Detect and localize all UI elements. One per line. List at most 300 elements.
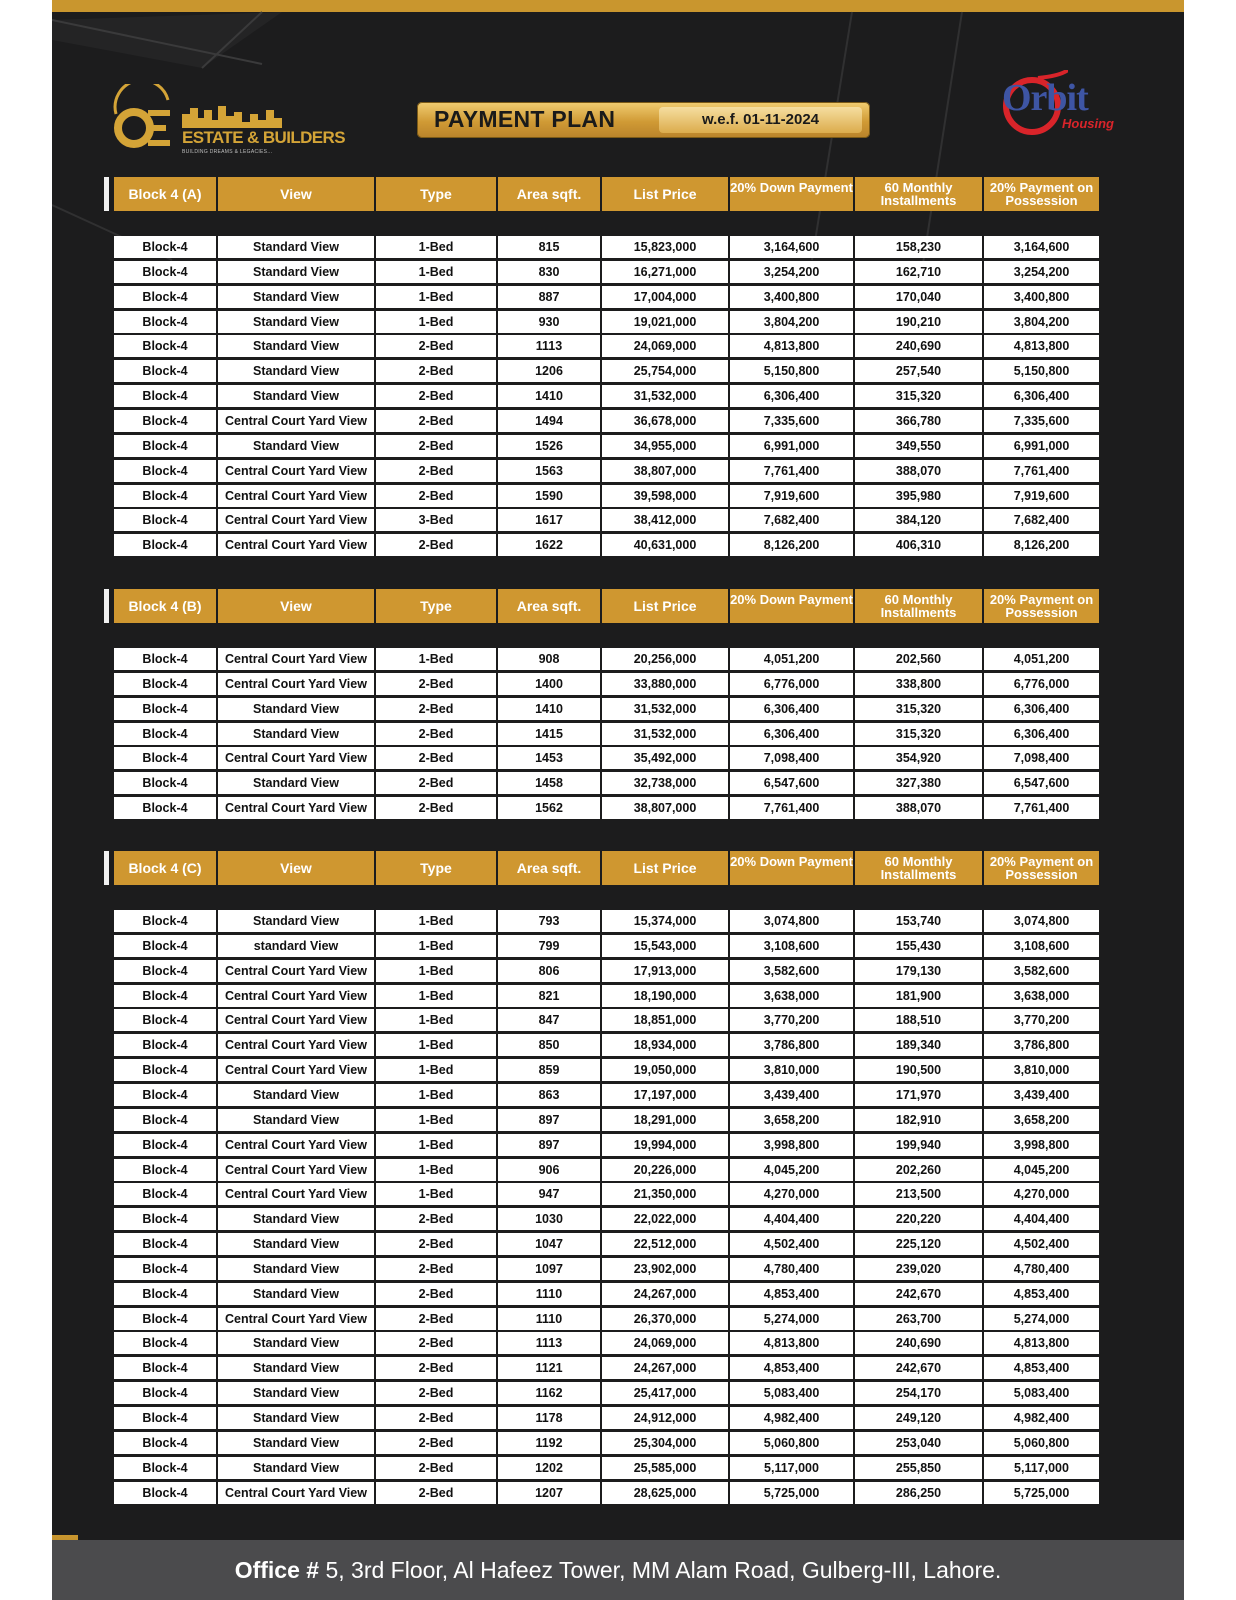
- column-header: 20% Down Payment: [730, 851, 853, 885]
- table-cell: 5,117,000: [730, 1457, 853, 1479]
- table-cell: 1047: [498, 1233, 600, 1255]
- table-cell: 6,547,600: [730, 772, 853, 794]
- table-row: [104, 747, 1124, 769]
- table-header-row: [104, 851, 1124, 885]
- table-cell: 5,274,000: [730, 1308, 853, 1330]
- column-header: View: [218, 177, 374, 211]
- table-cell: 25,417,000: [602, 1382, 728, 1404]
- table-cell: Central Court Yard View: [218, 1134, 374, 1156]
- table-cell: 179,130: [855, 960, 982, 982]
- table-cell: 199,940: [855, 1134, 982, 1156]
- table-cell: 395,980: [855, 485, 982, 507]
- table-cell: 1400: [498, 673, 600, 695]
- table-cell: 190,210: [855, 311, 982, 333]
- table-cell: 1178: [498, 1407, 600, 1429]
- table-cell: 16,271,000: [602, 261, 728, 283]
- table-cell: Block-4: [114, 1382, 216, 1404]
- table-cell: Central Court Yard View: [218, 460, 374, 482]
- table-cell: Central Court Yard View: [218, 410, 374, 432]
- table-cell: Block-4: [114, 910, 216, 932]
- table-cell: Block-4: [114, 435, 216, 457]
- table-cell: 406,310: [855, 534, 982, 556]
- table-cell: Block-4: [114, 335, 216, 357]
- table-row: [104, 485, 1124, 507]
- table-cell: 821: [498, 985, 600, 1007]
- table-cell: 3,400,800: [730, 286, 853, 308]
- table-cell: 3,658,200: [730, 1109, 853, 1131]
- table-cell: Central Court Yard View: [218, 747, 374, 769]
- table-cell: 3,638,000: [984, 985, 1099, 1007]
- table-cell: 20,256,000: [602, 648, 728, 670]
- table-cell: 3,810,000: [984, 1059, 1099, 1081]
- column-header: Area sqft.: [498, 589, 600, 623]
- table-cell: 5,083,400: [984, 1382, 1099, 1404]
- column-header: List Price: [602, 589, 728, 623]
- table-cell: Block-4: [114, 1034, 216, 1056]
- column-header: Type: [376, 177, 496, 211]
- table-cell: 3,108,600: [730, 935, 853, 957]
- table-cell: 213,500: [855, 1183, 982, 1205]
- table-cell: 15,374,000: [602, 910, 728, 932]
- table-cell: 4,853,400: [730, 1283, 853, 1305]
- table-row: [104, 1432, 1124, 1454]
- table-cell: 26,370,000: [602, 1308, 728, 1330]
- table-cell: 366,780: [855, 410, 982, 432]
- table-cell: 25,585,000: [602, 1457, 728, 1479]
- table-cell: 887: [498, 286, 600, 308]
- table-cell: 4,853,400: [730, 1357, 853, 1379]
- table-cell: 4,270,000: [730, 1183, 853, 1205]
- table-cell: Block-4: [114, 698, 216, 720]
- table-row: [104, 772, 1124, 794]
- table-cell: 5,117,000: [984, 1457, 1099, 1479]
- block-label: Block 4 (A): [114, 177, 216, 211]
- table-cell: Block-4: [114, 410, 216, 432]
- table-cell: Standard View: [218, 435, 374, 457]
- table-row: [104, 1159, 1124, 1181]
- table-cell: Standard View: [218, 360, 374, 382]
- table-cell: 2-Bed: [376, 1457, 496, 1479]
- table-cell: 39,598,000: [602, 485, 728, 507]
- column-header: List Price: [602, 851, 728, 885]
- table-cell: 1410: [498, 698, 600, 720]
- table-cell: 25,754,000: [602, 360, 728, 382]
- table-cell: Block-4: [114, 673, 216, 695]
- table-cell: 35,492,000: [602, 747, 728, 769]
- table-row: [104, 1208, 1124, 1230]
- table-cell: Block-4: [114, 935, 216, 957]
- table-cell: 2-Bed: [376, 1407, 496, 1429]
- table-cell: 7,335,600: [984, 410, 1099, 432]
- table-cell: Standard View: [218, 1357, 374, 1379]
- table-row: [104, 1258, 1124, 1280]
- table-cell: 2-Bed: [376, 534, 496, 556]
- table-cell: 188,510: [855, 1009, 982, 1031]
- table-row: [104, 1457, 1124, 1479]
- table-cell: Block-4: [114, 1332, 216, 1354]
- table-row: [104, 1134, 1124, 1156]
- table-cell: 3-Bed: [376, 509, 496, 531]
- table-cell: 5,060,800: [984, 1432, 1099, 1454]
- table-cell: 5,060,800: [730, 1432, 853, 1454]
- table-row: [104, 1283, 1124, 1305]
- table-row: [104, 534, 1124, 556]
- table-cell: 6,306,400: [730, 385, 853, 407]
- table-cell: 4,853,400: [984, 1357, 1099, 1379]
- table-cell: Block-4: [114, 360, 216, 382]
- table-cell: 4,045,200: [730, 1159, 853, 1181]
- table-cell: 947: [498, 1183, 600, 1205]
- table-cell: 170,040: [855, 286, 982, 308]
- table-row: [104, 311, 1124, 333]
- column-header: View: [218, 851, 374, 885]
- table-cell: Standard View: [218, 1283, 374, 1305]
- table-cell: 240,690: [855, 335, 982, 357]
- estate-builders-logo: [104, 84, 345, 158]
- table-cell: 24,267,000: [602, 1283, 728, 1305]
- table-cell: 5,150,800: [730, 360, 853, 382]
- table-row: [104, 335, 1124, 357]
- table-row: [104, 1382, 1124, 1404]
- office-address-footer: [52, 1540, 1184, 1600]
- table-cell: Block-4: [114, 1482, 216, 1504]
- table-cell: 24,267,000: [602, 1357, 728, 1379]
- table-cell: 3,810,000: [730, 1059, 853, 1081]
- column-header: 20% Down Payment: [730, 177, 853, 211]
- table-cell: Block-4: [114, 1084, 216, 1106]
- table-cell: Central Court Yard View: [218, 534, 374, 556]
- table-cell: Central Court Yard View: [218, 1308, 374, 1330]
- table-cell: 8,126,200: [984, 534, 1099, 556]
- table-cell: 15,543,000: [602, 935, 728, 957]
- table-cell: 3,074,800: [730, 910, 853, 932]
- table-cell: 181,900: [855, 985, 982, 1007]
- table-cell: 349,550: [855, 435, 982, 457]
- table-cell: 6,306,400: [730, 698, 853, 720]
- footer-label: Office #: [234, 1557, 320, 1583]
- table-cell: 15,823,000: [602, 236, 728, 258]
- orbit-housing-logo: [998, 70, 1126, 140]
- table-cell: 24,069,000: [602, 1332, 728, 1354]
- table-row: [104, 1109, 1124, 1131]
- table-cell: Block-4: [114, 1357, 216, 1379]
- table-cell: 18,190,000: [602, 985, 728, 1007]
- table-cell: Block-4: [114, 648, 216, 670]
- table-cell: 253,040: [855, 1432, 982, 1454]
- table-cell: 7,098,400: [984, 747, 1099, 769]
- table-cell: 1494: [498, 410, 600, 432]
- table-row: [104, 1183, 1124, 1205]
- header-accent-bar: [104, 177, 109, 211]
- table-cell: 6,776,000: [730, 673, 853, 695]
- table-cell: 1563: [498, 460, 600, 482]
- brand-name: ESTATE & BUILDERS: [182, 128, 345, 147]
- table-row: [104, 261, 1124, 283]
- table-cell: 225,120: [855, 1233, 982, 1255]
- block-label: Block 4 (C): [114, 851, 216, 885]
- table-cell: 7,761,400: [730, 460, 853, 482]
- table-cell: Standard View: [218, 1084, 374, 1106]
- table-cell: Central Court Yard View: [218, 1183, 374, 1205]
- table-cell: 7,761,400: [984, 797, 1099, 819]
- table-cell: 40,631,000: [602, 534, 728, 556]
- table-cell: 2-Bed: [376, 435, 496, 457]
- table-cell: 4,502,400: [984, 1233, 1099, 1255]
- table-cell: 7,682,400: [730, 509, 853, 531]
- table-cell: 2-Bed: [376, 410, 496, 432]
- table-cell: 384,120: [855, 509, 982, 531]
- table-cell: 815: [498, 236, 600, 258]
- table-row: [104, 1357, 1124, 1379]
- column-header: 60 Monthly Installments: [855, 177, 982, 211]
- table-row: [104, 985, 1124, 1007]
- table-cell: Standard View: [218, 1382, 374, 1404]
- table-row: [104, 1009, 1124, 1031]
- column-header: 20% Down Payment: [730, 589, 853, 623]
- table-cell: 315,320: [855, 698, 982, 720]
- table-cell: 5,725,000: [730, 1482, 853, 1504]
- table-cell: 32,738,000: [602, 772, 728, 794]
- table-cell: 20,226,000: [602, 1159, 728, 1181]
- table-cell: 5,274,000: [984, 1308, 1099, 1330]
- table-cell: 5,083,400: [730, 1382, 853, 1404]
- table-cell: Standard View: [218, 1332, 374, 1354]
- table-cell: Block-4: [114, 460, 216, 482]
- table-cell: 33,880,000: [602, 673, 728, 695]
- table-cell: Block-4: [114, 1308, 216, 1330]
- table-cell: Central Court Yard View: [218, 797, 374, 819]
- table-cell: 1030: [498, 1208, 600, 1230]
- table-cell: 242,670: [855, 1357, 982, 1379]
- table-cell: Standard View: [218, 1258, 374, 1280]
- column-header: 60 Monthly Installments: [855, 851, 982, 885]
- table-row: [104, 460, 1124, 482]
- table-cell: 34,955,000: [602, 435, 728, 457]
- table-cell: 1-Bed: [376, 1084, 496, 1106]
- table-cell: Block-4: [114, 1457, 216, 1479]
- table-cell: Central Court Yard View: [218, 485, 374, 507]
- table-cell: 863: [498, 1084, 600, 1106]
- table-cell: 2-Bed: [376, 723, 496, 745]
- table-cell: 7,919,600: [984, 485, 1099, 507]
- table-cell: 18,291,000: [602, 1109, 728, 1131]
- table-cell: 4,813,800: [984, 1332, 1099, 1354]
- table-cell: 1113: [498, 1332, 600, 1354]
- table-cell: Standard View: [218, 698, 374, 720]
- table-cell: 1410: [498, 385, 600, 407]
- table-cell: 4,813,800: [730, 1332, 853, 1354]
- effective-date: w.e.f. 01-11-2024: [659, 107, 862, 133]
- table-cell: Standard View: [218, 1233, 374, 1255]
- table-cell: 315,320: [855, 385, 982, 407]
- table-cell: 38,412,000: [602, 509, 728, 531]
- table-cell: Block-4: [114, 1233, 216, 1255]
- table-cell: 3,254,200: [730, 261, 853, 283]
- table-cell: 2-Bed: [376, 485, 496, 507]
- table-cell: 1-Bed: [376, 935, 496, 957]
- table-cell: 1-Bed: [376, 236, 496, 258]
- table-cell: 189,340: [855, 1034, 982, 1056]
- table-cell: 190,500: [855, 1059, 982, 1081]
- table-cell: Block-4: [114, 236, 216, 258]
- table-cell: 1-Bed: [376, 311, 496, 333]
- table-cell: Central Court Yard View: [218, 509, 374, 531]
- table-cell: Central Court Yard View: [218, 1034, 374, 1056]
- payment-plan-title: [417, 102, 870, 138]
- table-cell: 850: [498, 1034, 600, 1056]
- table-cell: 1206: [498, 360, 600, 382]
- column-header: List Price: [602, 177, 728, 211]
- table-cell: 162,710: [855, 261, 982, 283]
- table-cell: 315,320: [855, 723, 982, 745]
- table-cell: 3,638,000: [730, 985, 853, 1007]
- table-cell: 1-Bed: [376, 985, 496, 1007]
- table-cell: 19,021,000: [602, 311, 728, 333]
- table-cell: 242,670: [855, 1283, 982, 1305]
- table-cell: 38,807,000: [602, 797, 728, 819]
- table-cell: 257,540: [855, 360, 982, 382]
- table-row: [104, 1308, 1124, 1330]
- table-cell: Block-4: [114, 1258, 216, 1280]
- table-cell: Standard View: [218, 286, 374, 308]
- table-cell: 3,108,600: [984, 935, 1099, 957]
- table-cell: 4,502,400: [730, 1233, 853, 1255]
- table-cell: 3,164,600: [984, 236, 1099, 258]
- table-cell: Standard View: [218, 910, 374, 932]
- table-cell: Central Court Yard View: [218, 1482, 374, 1504]
- table-cell: 2-Bed: [376, 1382, 496, 1404]
- table-cell: Standard View: [218, 261, 374, 283]
- table-row: [104, 410, 1124, 432]
- column-header: Type: [376, 851, 496, 885]
- table-cell: Block-4: [114, 286, 216, 308]
- table-cell: 2-Bed: [376, 747, 496, 769]
- table-cell: 806: [498, 960, 600, 982]
- table-cell: 3,804,200: [730, 311, 853, 333]
- table-cell: 4,404,400: [984, 1208, 1099, 1230]
- table-cell: 4,051,200: [730, 648, 853, 670]
- table-cell: 3,770,200: [730, 1009, 853, 1031]
- table-cell: 202,560: [855, 648, 982, 670]
- table-cell: 6,306,400: [984, 385, 1099, 407]
- table-cell: 1-Bed: [376, 960, 496, 982]
- table-cell: 3,439,400: [984, 1084, 1099, 1106]
- table-cell: 31,532,000: [602, 723, 728, 745]
- table-cell: 220,220: [855, 1208, 982, 1230]
- table-cell: 254,170: [855, 1382, 982, 1404]
- table-cell: Block-4: [114, 1432, 216, 1454]
- table-cell: Standard View: [218, 1407, 374, 1429]
- table-cell: 158,230: [855, 236, 982, 258]
- table-row: [104, 1034, 1124, 1056]
- table-cell: 19,050,000: [602, 1059, 728, 1081]
- table-cell: 171,970: [855, 1084, 982, 1106]
- table-cell: Central Court Yard View: [218, 1159, 374, 1181]
- brand-tagline: BUILDING DREAMS & LEGACIES...: [182, 149, 273, 155]
- table-cell: Standard View: [218, 335, 374, 357]
- table-cell: 4,813,800: [730, 335, 853, 357]
- table-cell: 3,786,800: [730, 1034, 853, 1056]
- table-cell: 1-Bed: [376, 1059, 496, 1081]
- table-row: [104, 648, 1124, 670]
- table-cell: 793: [498, 910, 600, 932]
- table-cell: 1562: [498, 797, 600, 819]
- table-row: [104, 435, 1124, 457]
- table-cell: Central Court Yard View: [218, 1059, 374, 1081]
- table-cell: Block-4: [114, 1208, 216, 1230]
- table-cell: 1097: [498, 1258, 600, 1280]
- table-cell: Block-4: [114, 1009, 216, 1031]
- table-cell: Block-4: [114, 1059, 216, 1081]
- table-cell: 263,700: [855, 1308, 982, 1330]
- table-row: [104, 910, 1124, 932]
- table-cell: 153,740: [855, 910, 982, 932]
- table-cell: Block-4: [114, 960, 216, 982]
- table-row: [104, 1407, 1124, 1429]
- table-cell: 22,512,000: [602, 1233, 728, 1255]
- table-cell: Block-4: [114, 1109, 216, 1131]
- column-header: Area sqft.: [498, 177, 600, 211]
- table-row: [104, 1059, 1124, 1081]
- table-cell: 2-Bed: [376, 1357, 496, 1379]
- table-cell: 21,350,000: [602, 1183, 728, 1205]
- table-cell: 6,547,600: [984, 772, 1099, 794]
- column-header: Type: [376, 589, 496, 623]
- orbit-logo-sub: Housing: [1062, 116, 1114, 131]
- table-cell: 255,850: [855, 1457, 982, 1479]
- table-cell: 7,761,400: [730, 797, 853, 819]
- table-cell: 1-Bed: [376, 648, 496, 670]
- table-row: [104, 1332, 1124, 1354]
- table-cell: Block-4: [114, 1407, 216, 1429]
- table-cell: 6,306,400: [984, 723, 1099, 745]
- table-cell: 2-Bed: [376, 1432, 496, 1454]
- table-cell: 24,069,000: [602, 335, 728, 357]
- table-cell: 3,582,600: [730, 960, 853, 982]
- table-cell: 8,126,200: [730, 534, 853, 556]
- table-cell: 388,070: [855, 460, 982, 482]
- table-cell: Central Court Yard View: [218, 1009, 374, 1031]
- table-cell: 2-Bed: [376, 698, 496, 720]
- orbit-logo-text: Orbit: [1002, 77, 1088, 119]
- table-cell: 4,780,400: [730, 1258, 853, 1280]
- table-cell: 3,804,200: [984, 311, 1099, 333]
- table-cell: Block-4: [114, 723, 216, 745]
- table-cell: 3,439,400: [730, 1084, 853, 1106]
- table-row: [104, 698, 1124, 720]
- table-row: [104, 236, 1124, 258]
- table-cell: 1-Bed: [376, 910, 496, 932]
- table-cell: 2-Bed: [376, 673, 496, 695]
- table-cell: 354,920: [855, 747, 982, 769]
- table-cell: 5,725,000: [984, 1482, 1099, 1504]
- table-row: [104, 1482, 1124, 1504]
- table-cell: 17,004,000: [602, 286, 728, 308]
- table-cell: 1202: [498, 1457, 600, 1479]
- table-cell: Standard View: [218, 385, 374, 407]
- table-cell: 249,120: [855, 1407, 982, 1429]
- column-header: 20% Payment on Possession: [984, 851, 1099, 885]
- table-cell: 1458: [498, 772, 600, 794]
- table-cell: standard View: [218, 935, 374, 957]
- table-cell: 906: [498, 1159, 600, 1181]
- table-cell: 6,306,400: [984, 698, 1099, 720]
- table-cell: Block-4: [114, 985, 216, 1007]
- table-cell: 1-Bed: [376, 1159, 496, 1181]
- table-cell: 930: [498, 311, 600, 333]
- table-row: [104, 673, 1124, 695]
- table-cell: 4,780,400: [984, 1258, 1099, 1280]
